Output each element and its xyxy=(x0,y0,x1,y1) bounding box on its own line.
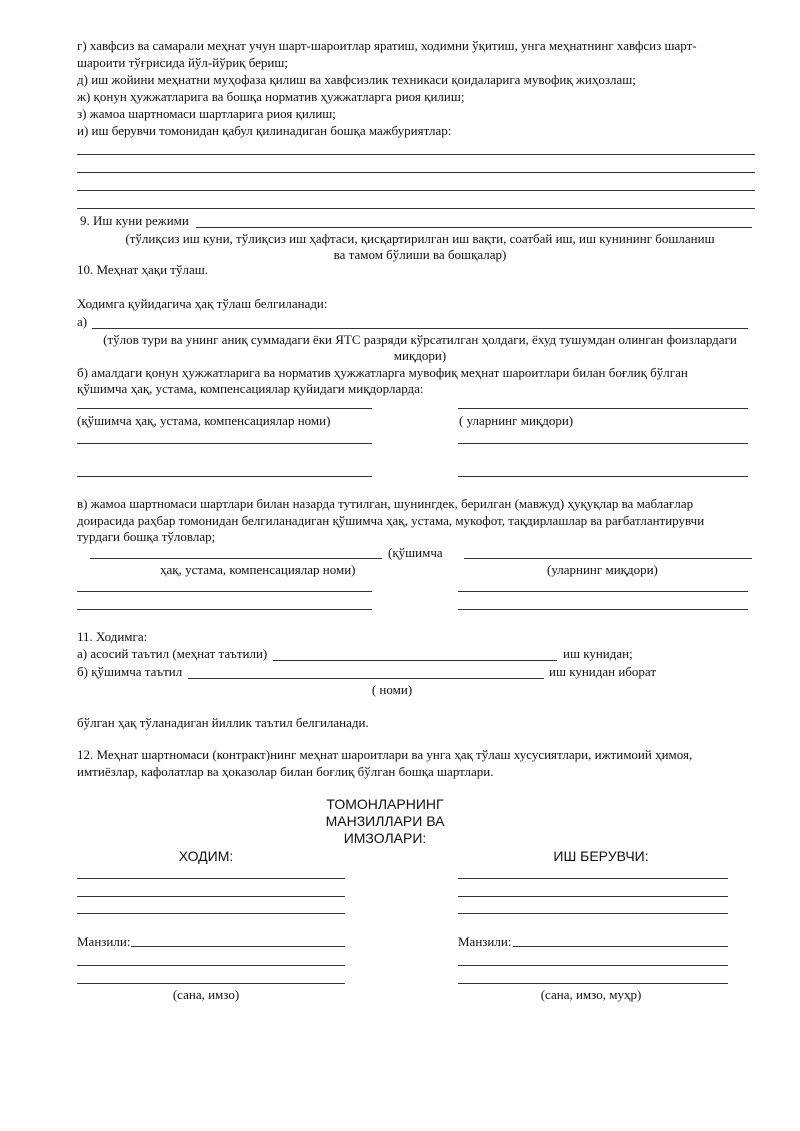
bonus-amount-field[interactable] xyxy=(464,558,752,559)
bonus-name-field[interactable] xyxy=(77,591,372,592)
section10-b-line2: қўшимча ҳақ, устама, компенсациялар қуйидаги миқдорларда: xyxy=(77,381,424,396)
allowance-name-caption: (қўшимча ҳақ, устама, компенсациялар номи) xyxy=(77,413,331,428)
section10-a-note-line1: (тўлов тури ва унинг аниқ суммадаги ёки ЯТС разряди кўрсатилган ҳолдаги, ёхуд тушумдан олинган фоизлардаги xyxy=(103,332,737,347)
extra-leave-suffix: иш кунидан иборат xyxy=(549,664,657,679)
obligation-g-line1: г) хавфсиз ва самарали меҳнат учун шарт-шароитлар яратиш, ходимни ўқитиш, унга меҳнатнинг хавфсиз шарт- xyxy=(77,38,697,53)
basic-leave-suffix: иш кунидан; xyxy=(563,646,633,661)
section9-note-line2: ва тамом бўлиши ва бошқалар) xyxy=(333,247,507,262)
section9-label: 9. Иш куни режими xyxy=(80,213,189,228)
section10-title: 10. Меҳнат ҳақи тўлаш. xyxy=(77,262,208,277)
allowance-amount-caption: ( уларнинг миқдори) xyxy=(459,413,574,428)
bonus-name-caption-part2: ҳақ, устама, компенсациялар номи) xyxy=(160,562,356,577)
employer-signature-field[interactable] xyxy=(458,983,728,984)
work-regime-field[interactable] xyxy=(196,227,752,228)
section10-v-line2: доирасида раҳбар томонидан белгиланадиган қўшимча ҳақ, устама, мукофот, тақдирлашлар ва рағбатлантирувчи xyxy=(77,513,705,528)
employee-details-field[interactable] xyxy=(77,913,345,914)
fill-line[interactable] xyxy=(77,172,755,173)
section10-a-label: а) xyxy=(77,314,88,329)
allowance-name-field[interactable] xyxy=(77,408,372,409)
employee-signature-caption: (сана, имзо) xyxy=(172,987,240,1002)
payment-type-field[interactable] xyxy=(92,328,748,329)
bonus-name-field[interactable] xyxy=(90,558,382,559)
fill-line[interactable] xyxy=(77,190,755,191)
bonus-amount-field[interactable] xyxy=(458,591,748,592)
obligation-g-line2: шароити тўғрисида йўл-йўриқ бериш; xyxy=(77,55,289,70)
extra-leave-label: б) қўшимча таътил xyxy=(77,664,183,679)
allowance-name-field[interactable] xyxy=(77,476,372,477)
employer-details-field[interactable] xyxy=(458,878,728,879)
employer-address-field[interactable] xyxy=(513,946,728,947)
section12-line2: имтиёзлар, кафолатлар ва ҳоказолар билан боғлиқ бўлган бошқа шартлари. xyxy=(77,764,494,779)
obligation-zh: ж) қонун ҳужжатларига ва бошқа норматив ҳужжатларга риоя қилиш; xyxy=(77,89,465,104)
employee-address-field[interactable] xyxy=(131,946,345,947)
signatures-heading-line3: ИМЗОЛАРИ: xyxy=(343,830,427,846)
employee-heading: ХОДИМ: xyxy=(178,848,234,864)
section10-intro: Ходимга қуйидагича ҳақ тўлаш белгиланади: xyxy=(77,296,328,311)
extra-leave-name-caption: ( номи) xyxy=(371,682,413,697)
allowance-amount-field[interactable] xyxy=(458,443,748,444)
section11-title: 11. Ходимга: xyxy=(77,629,148,644)
employer-address-label: Манзили: xyxy=(458,934,512,949)
bonus-amount-field[interactable] xyxy=(458,609,748,610)
signatures-heading-line1: ТОМОНЛАРНИНГ xyxy=(326,796,444,812)
obligation-d: д) иш жойини меҳнатни муҳофаза қилиш ва хавфсизлик техникаси қоидаларига мувофиқ жиҳозлаш; xyxy=(77,72,636,87)
employer-details-field[interactable] xyxy=(458,965,728,966)
basic-leave-label: а) асосий таътил (меҳнат таътили) xyxy=(77,646,268,661)
employer-details-field[interactable] xyxy=(458,913,728,914)
employee-details-field[interactable] xyxy=(77,965,345,966)
section12-line1: 12. Меҳнат шартномаси (контракт)нинг меҳнат шароитлари ва унга ҳақ тўлаш хусусиятлари, ижтимоий ҳимоя, xyxy=(77,747,693,762)
obligation-z: з) жамоа шартномаси шартларига риоя қилиш; xyxy=(77,106,336,121)
employee-signature-field[interactable] xyxy=(77,983,345,984)
employer-signature-caption: (сана, имзо, муҳр) xyxy=(540,987,642,1002)
bonus-name-field[interactable] xyxy=(77,609,372,610)
obligation-i: и) иш берувчи томонидан қабул қилинадиган бошқа мажбуриятлар: xyxy=(77,123,452,138)
allowance-amount-field[interactable] xyxy=(458,408,748,409)
employee-address-label: Манзили: xyxy=(77,934,131,949)
employer-heading: ИШ БЕРУВЧИ: xyxy=(553,848,649,864)
bonus-amount-caption: (уларнинг миқдори) xyxy=(547,562,658,577)
signatures-heading-line2: МАНЗИЛЛАРИ ВА xyxy=(325,813,445,829)
allowance-name-field[interactable] xyxy=(77,443,372,444)
section11-closing: бўлган ҳақ тўланадиган йиллик таътил белгиланади. xyxy=(77,715,369,730)
fill-line[interactable] xyxy=(77,154,755,155)
fill-line[interactable] xyxy=(77,208,755,209)
bonus-name-caption-part1: (қўшимча xyxy=(388,545,443,560)
employee-details-field[interactable] xyxy=(77,896,345,897)
employee-details-field[interactable] xyxy=(77,878,345,879)
employer-details-field[interactable] xyxy=(458,896,728,897)
section10-a-note-line2: миқдори) xyxy=(393,348,447,363)
section9-note-line1: (тўлиқсиз иш куни, тўлиқсиз иш ҳафтаси, қисқартирилган иш вақти, соатбай иш, иш кунининг бошланиш xyxy=(125,231,715,246)
section10-b-line1: б) амалдаги қонун ҳужжатларига ва норматив ҳужжатларга мувофиқ меҳнат шароитлари билан боғлиқ бўлган xyxy=(77,365,688,380)
extra-leave-field[interactable] xyxy=(188,678,544,679)
section10-v-line3: турдаги бошқа тўловлар; xyxy=(77,529,216,544)
basic-leave-days-field[interactable] xyxy=(273,660,557,661)
section10-v-line1: в) жамоа шартномаси шартлари билан назарда тутилган, шунингдек, берилган (мавжуд) ҳуқуқлар ва маблағлар xyxy=(77,496,694,511)
allowance-amount-field[interactable] xyxy=(458,476,748,477)
